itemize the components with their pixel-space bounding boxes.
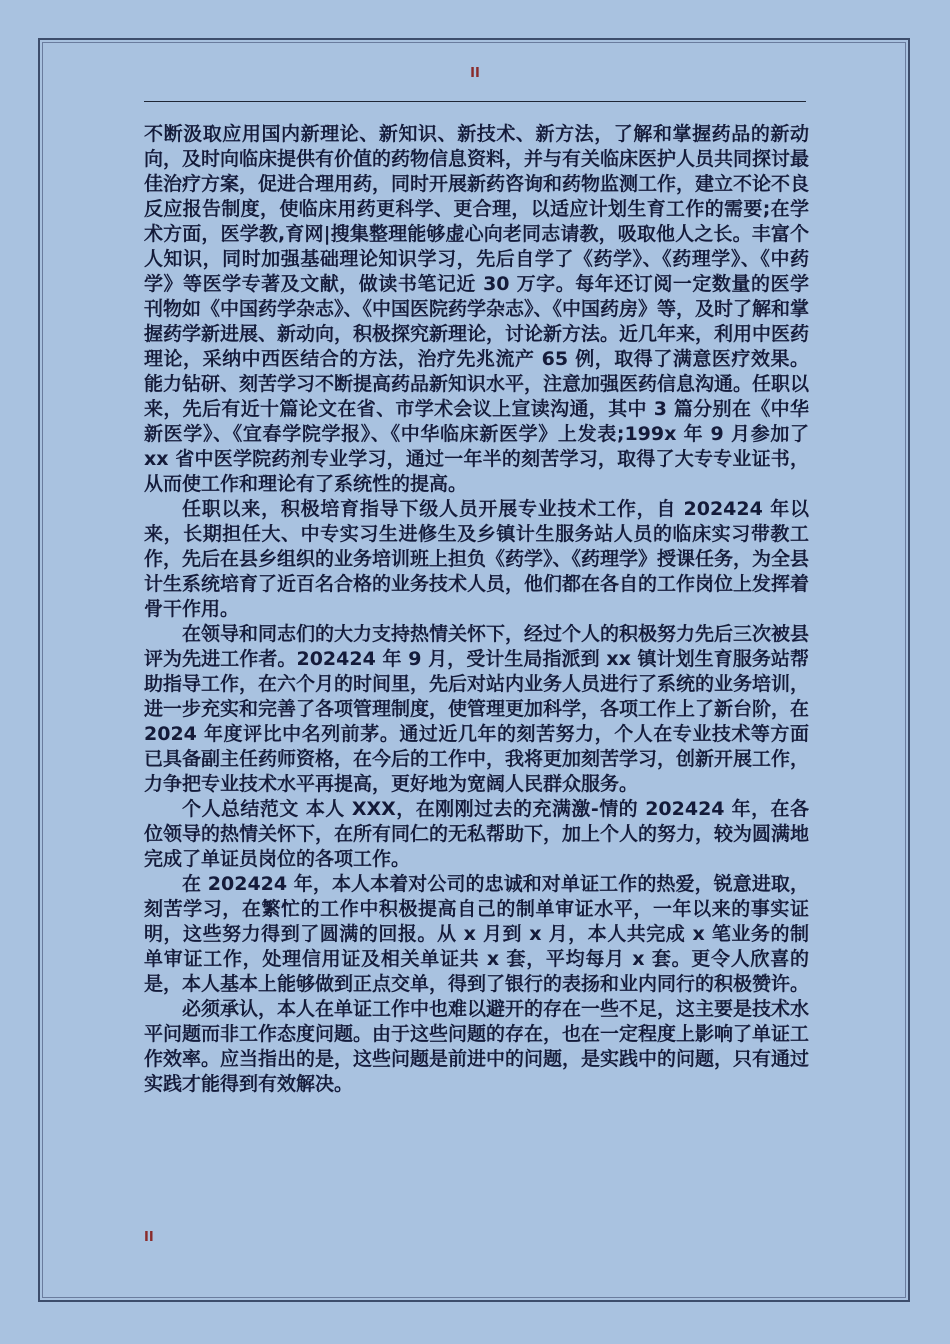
body-paragraph-6: 必须承认，本人在单证工作中也难以避开的存在一些不足，这主要是技术水平问题而非工作态度问题。由于这些问题的存在，也在一定程度上影响了单证工作效率。应当指出的是，这些问题是前进中的问题，是实践中的问题，只有通过实践才能得到有效解决。 [144, 998, 810, 1095]
body-paragraph-1: 不断汲取应用国内新理论、新知识、新技术、新方法，了解和掌握药品的新动向，及时向临床提供有价值的药物信息资料，并与有关临床医护人员共同探讨最佳治疗方案，促进合理用药，同时开展新药咨询和药物监测工作，建立不论不良反应报告制度，使临床用药更科学、更合理，以适应计划生育工作的需要;在学术方面，医学教,育网|搜集整理能够虚心向老同志请教，吸取他人之长。丰富个人知识，同时加强基础理论知识学习，先后自学了《药学》、《药理学》、《中药学》等医学专著及文献，做读书笔记近 30 万字。每年还订阅一定数量的医学刊物如《中国药学杂志》、《中国医院药学杂志》、《中国药房》等，及时了解和掌握药学新进展、新动向，积极探究新理论，讨论新方法。近几年来，利用中医药理论，采纳中西医结合的方法，治疗先兆流产 65 例，取得了满意医疗效果。能力钻研、刻苦学习不断提高药品新知识水平，注意加强医药信息沟通。任职以来，先后有近十篇论文在省、市学术会议上宣读沟通，其中 3 篇分别在《中华新医学》、《宜春学院学报》、《中华临床新医学》上发表;199x 年 9 月参加了 xx 省中医学院药剂专业学习，通过一年半的刻苦学习，取得了大专专业证书，从而使工作和理论有了系统性的提高。 [144, 123, 810, 495]
body-paragraph-2: 任职以来，积极培育指导下级人员开展专业技术工作，自 202424 年以来，长期担任大、中专实习生进修生及乡镇计生服务站人员的临床实习带教工作，先后在县乡组织的业务培训班上担负《药学》、《药理学》授课任务，为全县计生系统培育了近百名合格的业务技术人员，他们都在各自的工作岗位上发挥着骨干作用。 [144, 498, 810, 620]
header-divider [144, 101, 806, 102]
body-paragraph-4: 个人总结范文 本人 XXX，在刚刚过去的充满激-情的 202424 年，在各位领导的热情关怀下，在所有同仁的无私帮助下，加上个人的努力，较为圆满地完成了单证员岗位的各项工作。 [144, 798, 810, 870]
body-paragraph-3: 在领导和同志们的大力支持热情关怀下，经过个人的积极努力先后三次被县评为先进工作者。202424 年 9 月，受计生局指派到 xx 镇计划生育服务站帮助指导工作，在六个月的时间里，先后对站内业务人员进行了系统的业务培训，进一步充实和完善了各项管理制度，使管理更加科学，各项工作上了新台阶，在 2024 年度评比中名列前茅。通过近几年的刻苦努力，个人在专业技术等方面已具备副主任药师资格，在今后的工作中，我将更加刻苦学习，创新开展工作，力争把专业技术水平再提高，更好地为宽阔人民群众服务。 [144, 623, 810, 795]
footer-page-mark: II [144, 1230, 154, 1245]
document-body [144, 122, 809, 1097]
header-page-mark: II [470, 66, 480, 81]
body-paragraph-5: 在 202424 年，本人本着对公司的忠诚和对单证工作的热爱，锐意进取，刻苦学习，在繁忙的工作中积极提高自己的制单审证水平，一年以来的事实证明，这些努力得到了圆满的回报。从 x 月到 x 月，本人共完成 x 笔业务的制单审证工作，处理信用证及相关单证共 x 套，平均每月 x 套。更令人欣喜的是，本人基本上能够做到正点交单，得到了银行的表扬和业内同行的积极赞许。 [144, 873, 810, 995]
